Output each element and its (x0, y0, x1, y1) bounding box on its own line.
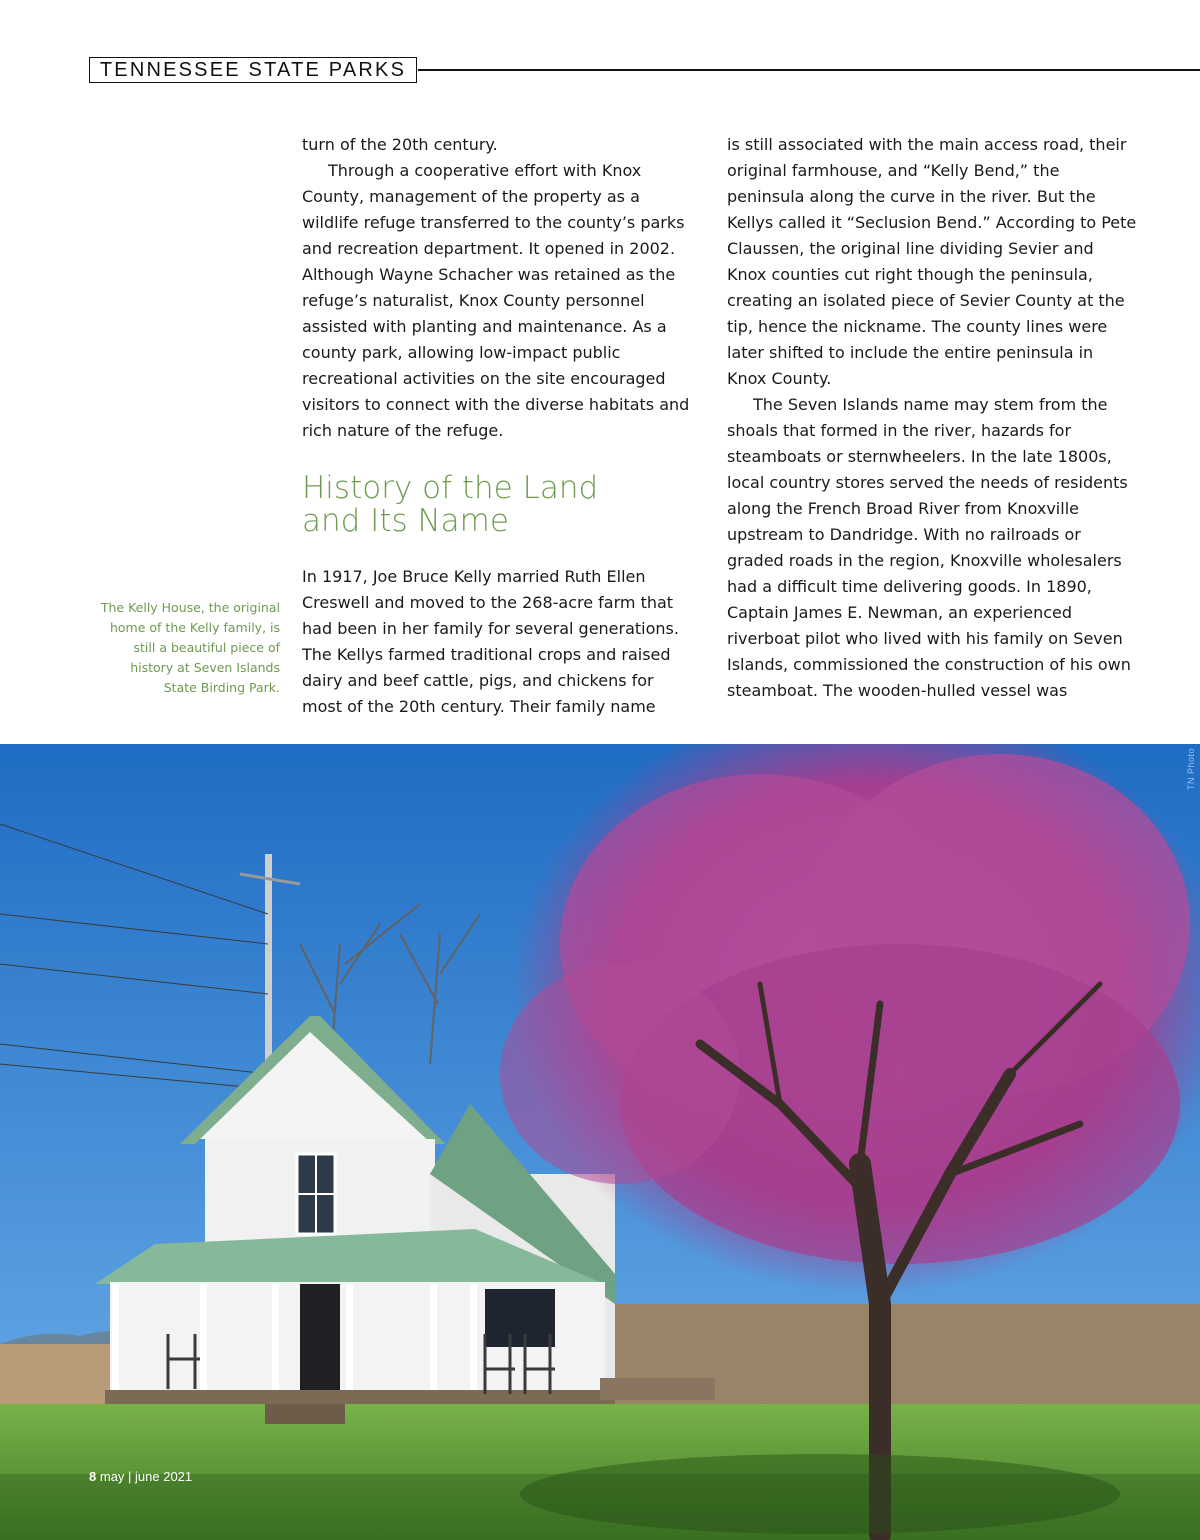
issue-date: may | june 2021 (99, 1469, 193, 1484)
paragraph: The Seven Islands name may stem from the shoals that formed in the river, hazards for steamboats or sternwheelers. In the late 1800s, local country stores served the needs of residents along the French Broad River from Knoxville upstream to Dandridge. With no railroads or graded roads in the region, Knoxville wholesalers had a difficult time delivering goods. In 1890, Captain James E. Newman, an experienced riverboat pilot who lived with his family on Seven Islands, commissioned the construction of his own steamboat. The wooden-hulled vessel was (727, 395, 1131, 700)
paragraph: In 1917, Joe Bruce Kelly married Ruth Ellen Creswell and moved to the 268-acre farm that had been in her family for several generations. The Kellys farmed traditional crops and raised dairy and beef cattle, pigs, and chickens for most of the 20th century. Their family name (302, 567, 679, 716)
page-number: 8 (89, 1469, 97, 1484)
paragraph: turn of the 20th century. (302, 135, 498, 154)
paragraph: is still associated with the main access road, their original farmhouse, and “Kelly Bend,” the peninsula along the curve in the river. But the Kellys called it “Seclusion Bend.” According to Pete Claussen, the original line dividing Sevier and Knox counties cut right though the peninsula, creating an isolated piece of Sevier County at the tip, hence the nickname. The county lines were later shifted to include the entire peninsula in Knox County. (727, 135, 1137, 388)
section-heading: History of the Land and Its Name (302, 470, 599, 539)
section-header-label: TENNESSEE STATE PARKS (99, 58, 407, 81)
header-rule (418, 69, 1200, 71)
article-column-right (727, 132, 1137, 704)
photo-caption: The Kelly House, the original home of the Kelly family, is still a beautiful piece of history at Seven Islands State Birding Park. (100, 600, 280, 695)
paragraph: Through a cooperative effort with Knox County, management of the property as a wildlife refuge transferred to the county’s parks and recreation department. It opened in 2002. Although Wayne Schacher was retained as the refuge’s naturalist, Knox County personnel assisted with planting and maintenance. As a county park, allowing low-impact public recreational activities on the site encouraged visitors to connect with the diverse habitats and rich nature of the refuge. (302, 161, 690, 440)
page-footer (89, 1469, 192, 1484)
article-column-left (302, 132, 697, 720)
kelly-house-photo (0, 744, 1200, 1540)
photo-credit: TN Photo (1186, 748, 1196, 791)
section-header (89, 57, 417, 83)
